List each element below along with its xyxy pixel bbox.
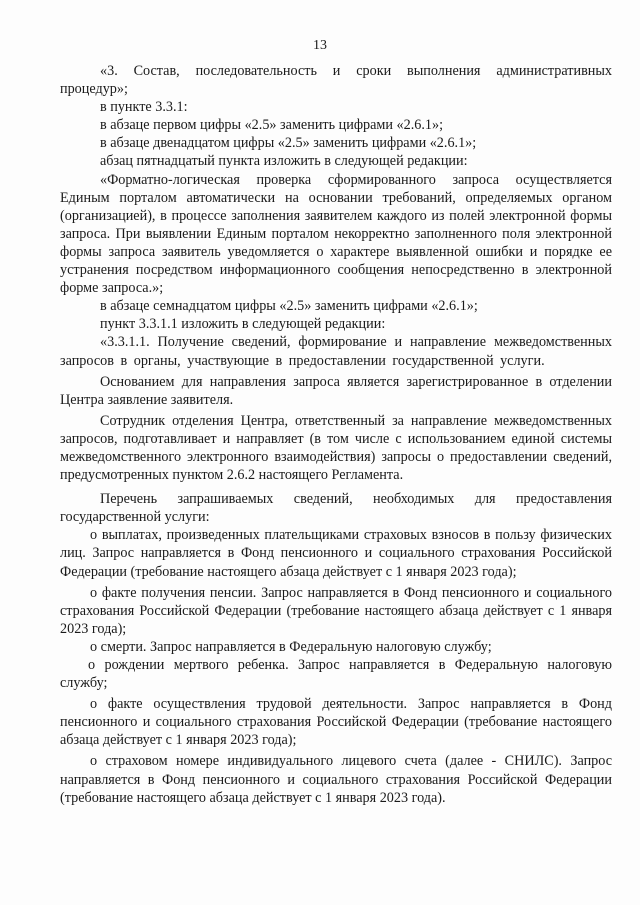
list-item-payments: о выплатах, произведенных плательщиками страховых взносов в пользу физических лиц. Запрос направляется в Фонд пенсионного и социального страхования Российской Федерации (требование настоящего абзаца действует с 1 января 2023 года); [60,527,612,580]
list-item-pension: о факте получения пенсии. Запрос направляется в Фонд пенсионного и социального страхования Российской Федерации (требование настоящего абзаца действует с 1 января 2023 года); [60,584,612,637]
list-item-stillbirth: о рождении мертвого ребенка. Запрос направляется в Федеральную налоговую службу; [60,657,612,692]
paragraph-amend-fifteenth: абзац пятнадцатый пункта изложить в следующей редакции: [100,153,468,170]
list-item-snils: о страховом номере индивидуального лицевого счета (далее - СНИЛС). Запрос направляется в Фонд пенсионного и социального страхования Российской Федерации (требование настоящего абзаца действует с 1 января 2023 года). [60,753,612,806]
paragraph-clause-3-3-1-1: пункт 3.3.1.1 изложить в следующей редакции: [100,316,386,333]
paragraph-request-basis: Основанием для направления запроса является зарегистрированное в отделении Центра заявление заявителя. [60,373,612,408]
paragraph-format-check: «Форматно-логическая проверка сформированного запроса осуществляется Единым порталом автоматически на основании требований, определяемых органом (организацией), в процессе заполнения заявителем каждого из полей электронной формы запроса. При выявлении Единым порталом некорректно заполненного поля электронной формы запроса заявитель уведомляется о характере выявленной ошибки и порядке ее устранения посредством информационного сообщения непосредственно в электронной форме запроса.»; [60,171,612,297]
paragraph-amend-twelfth: в абзаце двенадцатом цифры «2.5» заменить цифрами «2.6.1»; [100,135,477,152]
document-body [60,62,612,807]
paragraph-interagency-requests: «3.3.1.1. Получение сведений, формирование и направление межведомственных запросов в органы, участвующие в предоставлении государственной услуги. [60,334,612,369]
paragraph-section-heading: «3. Состав, последовательность и сроки выполнения административных процедур»; [60,63,612,98]
page-number: 13 [313,38,327,53]
paragraph-amend-seventeenth: в абзаце семнадцатом цифры «2.5» заменить цифрами «2.6.1»; [100,298,478,315]
paragraph-clause-3-3-1: в пункте 3.3.1: [100,99,188,116]
paragraph-responsible-employee: Сотрудник отделения Центра, ответственный за направление межведомственных запросов, подготавливает и направляет (в том числе с использованием единой системы межведомственного электронного взаимодействия) запросы о предоставлении сведений, предусмотренных пунктом 2.6.2 настоящего Регламента. [60,412,612,484]
list-item-employment: о факте осуществления трудовой деятельности. Запрос направляется в Фонд пенсионного и социального страхования Российской Федерации (требование настоящего абзаца действует с 1 января 2023 года); [60,696,612,749]
list-item-death: о смерти. Запрос направляется в Федеральную налоговую службу; [90,638,492,655]
paragraph-amend-first: в абзаце первом цифры «2.5» заменить цифрами «2.6.1»; [100,117,444,134]
paragraph-requested-info-list: Перечень запрашиваемых сведений, необходимых для предоставления государственной услуги: [60,491,612,526]
